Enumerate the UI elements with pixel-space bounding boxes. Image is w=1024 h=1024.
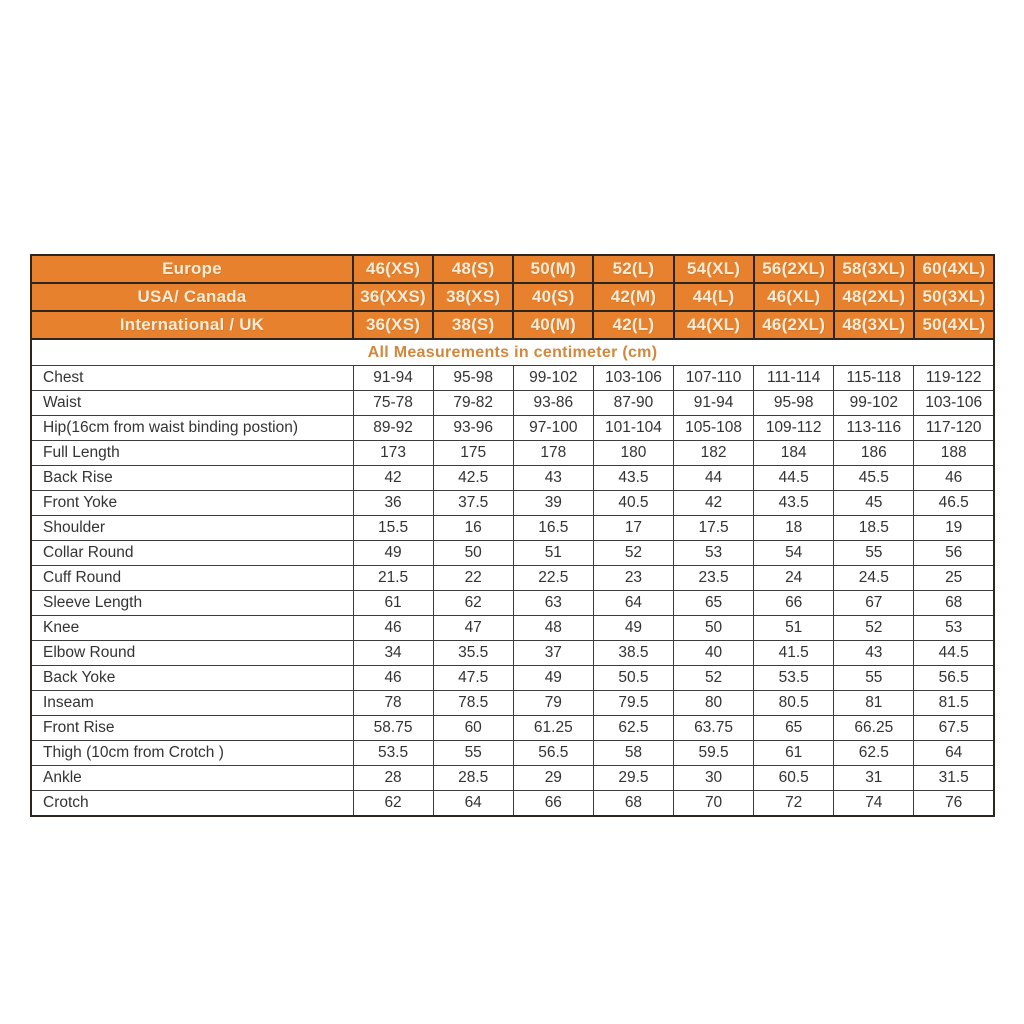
value-cell: 97-100 <box>513 416 593 441</box>
header-region-label: USA/ Canada <box>31 283 353 311</box>
table-row <box>31 616 994 641</box>
value-cell: 40 <box>674 641 754 666</box>
value-cell: 42 <box>674 491 754 516</box>
row-label: Sleeve Length <box>31 591 353 616</box>
value-cell: 15.5 <box>353 516 433 541</box>
value-cell: 42 <box>353 466 433 491</box>
value-cell: 182 <box>674 441 754 466</box>
value-cell: 51 <box>513 541 593 566</box>
value-cell: 79.5 <box>593 691 673 716</box>
value-cell: 47.5 <box>433 666 513 691</box>
header-size-cell: 46(2XL) <box>754 311 834 339</box>
table-row <box>31 516 994 541</box>
value-cell: 68 <box>593 791 673 817</box>
header-size-cell: 38(XS) <box>433 283 513 311</box>
value-cell: 186 <box>834 441 914 466</box>
row-label: Ankle <box>31 766 353 791</box>
table-row <box>31 466 994 491</box>
value-cell: 95-98 <box>433 366 513 391</box>
value-cell: 78 <box>353 691 433 716</box>
value-cell: 103-106 <box>914 391 994 416</box>
value-cell: 70 <box>674 791 754 817</box>
header-size-cell: 40(S) <box>513 283 593 311</box>
header-size-cell: 56(2XL) <box>754 255 834 283</box>
table-row <box>31 416 994 441</box>
row-label: Cuff Round <box>31 566 353 591</box>
table-row <box>31 766 994 791</box>
header-row <box>31 311 994 339</box>
row-label: Shoulder <box>31 516 353 541</box>
value-cell: 62 <box>433 591 513 616</box>
value-cell: 46 <box>353 666 433 691</box>
value-cell: 60.5 <box>754 766 834 791</box>
value-cell: 109-112 <box>754 416 834 441</box>
value-cell: 40.5 <box>593 491 673 516</box>
header-size-cell: 48(2XL) <box>834 283 914 311</box>
value-cell: 105-108 <box>674 416 754 441</box>
table-row <box>31 366 994 391</box>
value-cell: 184 <box>754 441 834 466</box>
header-size-cell: 48(3XL) <box>834 311 914 339</box>
value-cell: 55 <box>834 666 914 691</box>
row-label: Collar Round <box>31 541 353 566</box>
header-size-cell: 42(L) <box>593 311 673 339</box>
row-label: Waist <box>31 391 353 416</box>
value-cell: 80 <box>674 691 754 716</box>
value-cell: 44.5 <box>914 641 994 666</box>
value-cell: 47 <box>433 616 513 641</box>
value-cell: 65 <box>754 716 834 741</box>
header-size-cell: 54(XL) <box>674 255 754 283</box>
row-label: Thigh (10cm from Crotch ) <box>31 741 353 766</box>
value-cell: 99-102 <box>513 366 593 391</box>
row-label: Elbow Round <box>31 641 353 666</box>
value-cell: 67.5 <box>914 716 994 741</box>
value-cell: 80.5 <box>754 691 834 716</box>
value-cell: 64 <box>914 741 994 766</box>
value-cell: 37 <box>513 641 593 666</box>
value-cell: 22 <box>433 566 513 591</box>
row-label: Inseam <box>31 691 353 716</box>
value-cell: 19 <box>914 516 994 541</box>
value-cell: 54 <box>754 541 834 566</box>
value-cell: 63 <box>513 591 593 616</box>
value-cell: 53.5 <box>353 741 433 766</box>
value-cell: 43 <box>834 641 914 666</box>
value-cell: 24 <box>754 566 834 591</box>
value-cell: 95-98 <box>754 391 834 416</box>
header-size-cell: 60(4XL) <box>914 255 994 283</box>
header-size-cell: 40(M) <box>513 311 593 339</box>
value-cell: 42.5 <box>433 466 513 491</box>
value-cell: 63.75 <box>674 716 754 741</box>
value-cell: 31 <box>834 766 914 791</box>
value-cell: 117-120 <box>914 416 994 441</box>
value-cell: 79-82 <box>433 391 513 416</box>
size-chart-header <box>31 255 994 339</box>
value-cell: 113-116 <box>834 416 914 441</box>
value-cell: 87-90 <box>593 391 673 416</box>
value-cell: 49 <box>593 616 673 641</box>
value-cell: 115-118 <box>834 366 914 391</box>
value-cell: 101-104 <box>593 416 673 441</box>
value-cell: 58.75 <box>353 716 433 741</box>
measurements-note: All Measurements in centimeter (cm) <box>31 339 994 366</box>
header-size-cell: 50(3XL) <box>914 283 994 311</box>
value-cell: 103-106 <box>593 366 673 391</box>
value-cell: 75-78 <box>353 391 433 416</box>
value-cell: 62 <box>353 791 433 817</box>
value-cell: 44 <box>674 466 754 491</box>
value-cell: 178 <box>513 441 593 466</box>
value-cell: 29 <box>513 766 593 791</box>
table-row <box>31 391 994 416</box>
header-size-cell: 50(4XL) <box>914 311 994 339</box>
value-cell: 62.5 <box>593 716 673 741</box>
header-size-cell: 46(XL) <box>754 283 834 311</box>
measurements-note-row <box>31 339 994 366</box>
row-label: Knee <box>31 616 353 641</box>
value-cell: 41.5 <box>754 641 834 666</box>
value-cell: 64 <box>593 591 673 616</box>
value-cell: 45.5 <box>834 466 914 491</box>
value-cell: 50.5 <box>593 666 673 691</box>
value-cell: 31.5 <box>914 766 994 791</box>
value-cell: 55 <box>834 541 914 566</box>
value-cell: 49 <box>353 541 433 566</box>
value-cell: 180 <box>593 441 673 466</box>
table-row <box>31 491 994 516</box>
value-cell: 62.5 <box>834 741 914 766</box>
value-cell: 81 <box>834 691 914 716</box>
table-row <box>31 666 994 691</box>
row-label: Hip(16cm from waist binding postion) <box>31 416 353 441</box>
header-size-cell: 46(XS) <box>353 255 433 283</box>
value-cell: 28.5 <box>433 766 513 791</box>
value-cell: 81.5 <box>914 691 994 716</box>
value-cell: 175 <box>433 441 513 466</box>
value-cell: 53.5 <box>754 666 834 691</box>
value-cell: 93-96 <box>433 416 513 441</box>
value-cell: 16 <box>433 516 513 541</box>
value-cell: 91-94 <box>674 391 754 416</box>
value-cell: 16.5 <box>513 516 593 541</box>
header-size-cell: 50(M) <box>513 255 593 283</box>
value-cell: 34 <box>353 641 433 666</box>
value-cell: 48 <box>513 616 593 641</box>
table-row <box>31 641 994 666</box>
value-cell: 188 <box>914 441 994 466</box>
header-region-label: Europe <box>31 255 353 283</box>
value-cell: 56 <box>914 541 994 566</box>
header-row <box>31 255 994 283</box>
table-row <box>31 716 994 741</box>
table-row <box>31 566 994 591</box>
row-label: Crotch <box>31 791 353 817</box>
value-cell: 107-110 <box>674 366 754 391</box>
value-cell: 29.5 <box>593 766 673 791</box>
value-cell: 23 <box>593 566 673 591</box>
value-cell: 43.5 <box>593 466 673 491</box>
value-cell: 61 <box>353 591 433 616</box>
value-cell: 22.5 <box>513 566 593 591</box>
value-cell: 24.5 <box>834 566 914 591</box>
value-cell: 38.5 <box>593 641 673 666</box>
value-cell: 56.5 <box>513 741 593 766</box>
value-cell: 51 <box>754 616 834 641</box>
header-size-cell: 52(L) <box>593 255 673 283</box>
value-cell: 18.5 <box>834 516 914 541</box>
row-label: Back Rise <box>31 466 353 491</box>
value-cell: 39 <box>513 491 593 516</box>
table-row <box>31 541 994 566</box>
value-cell: 46 <box>353 616 433 641</box>
header-size-cell: 44(XL) <box>674 311 754 339</box>
header-size-cell: 36(XXS) <box>353 283 433 311</box>
table-row <box>31 741 994 766</box>
header-size-cell: 42(M) <box>593 283 673 311</box>
value-cell: 66.25 <box>834 716 914 741</box>
header-size-cell: 36(XS) <box>353 311 433 339</box>
value-cell: 53 <box>674 541 754 566</box>
value-cell: 52 <box>674 666 754 691</box>
value-cell: 78.5 <box>433 691 513 716</box>
value-cell: 56.5 <box>914 666 994 691</box>
value-cell: 173 <box>353 441 433 466</box>
value-cell: 25 <box>914 566 994 591</box>
value-cell: 93-86 <box>513 391 593 416</box>
value-cell: 76 <box>914 791 994 817</box>
value-cell: 58 <box>593 741 673 766</box>
value-cell: 67 <box>834 591 914 616</box>
value-cell: 89-92 <box>353 416 433 441</box>
header-region-label: International / UK <box>31 311 353 339</box>
value-cell: 52 <box>593 541 673 566</box>
value-cell: 45 <box>834 491 914 516</box>
table-row <box>31 691 994 716</box>
value-cell: 30 <box>674 766 754 791</box>
value-cell: 37.5 <box>433 491 513 516</box>
value-cell: 53 <box>914 616 994 641</box>
value-cell: 50 <box>674 616 754 641</box>
row-label: Front Yoke <box>31 491 353 516</box>
value-cell: 59.5 <box>674 741 754 766</box>
value-cell: 43 <box>513 466 593 491</box>
value-cell: 28 <box>353 766 433 791</box>
size-chart-body <box>31 339 994 816</box>
value-cell: 46.5 <box>914 491 994 516</box>
value-cell: 23.5 <box>674 566 754 591</box>
value-cell: 50 <box>433 541 513 566</box>
value-cell: 68 <box>914 591 994 616</box>
value-cell: 18 <box>754 516 834 541</box>
row-label: Front Rise <box>31 716 353 741</box>
value-cell: 91-94 <box>353 366 433 391</box>
row-label: Chest <box>31 366 353 391</box>
value-cell: 35.5 <box>433 641 513 666</box>
value-cell: 60 <box>433 716 513 741</box>
value-cell: 72 <box>754 791 834 817</box>
size-chart-table <box>30 254 995 817</box>
value-cell: 74 <box>834 791 914 817</box>
value-cell: 49 <box>513 666 593 691</box>
value-cell: 36 <box>353 491 433 516</box>
value-cell: 79 <box>513 691 593 716</box>
value-cell: 43.5 <box>754 491 834 516</box>
table-row <box>31 591 994 616</box>
header-size-cell: 48(S) <box>433 255 513 283</box>
row-label: Back Yoke <box>31 666 353 691</box>
value-cell: 65 <box>674 591 754 616</box>
value-cell: 46 <box>914 466 994 491</box>
row-label: Full Length <box>31 441 353 466</box>
table-row <box>31 791 994 817</box>
header-size-cell: 38(S) <box>433 311 513 339</box>
table-row <box>31 441 994 466</box>
value-cell: 61.25 <box>513 716 593 741</box>
value-cell: 17 <box>593 516 673 541</box>
value-cell: 111-114 <box>754 366 834 391</box>
value-cell: 44.5 <box>754 466 834 491</box>
header-size-cell: 44(L) <box>674 283 754 311</box>
value-cell: 21.5 <box>353 566 433 591</box>
value-cell: 55 <box>433 741 513 766</box>
value-cell: 66 <box>754 591 834 616</box>
value-cell: 99-102 <box>834 391 914 416</box>
value-cell: 119-122 <box>914 366 994 391</box>
header-row <box>31 283 994 311</box>
value-cell: 61 <box>754 741 834 766</box>
value-cell: 52 <box>834 616 914 641</box>
header-size-cell: 58(3XL) <box>834 255 914 283</box>
value-cell: 66 <box>513 791 593 817</box>
value-cell: 64 <box>433 791 513 817</box>
value-cell: 17.5 <box>674 516 754 541</box>
